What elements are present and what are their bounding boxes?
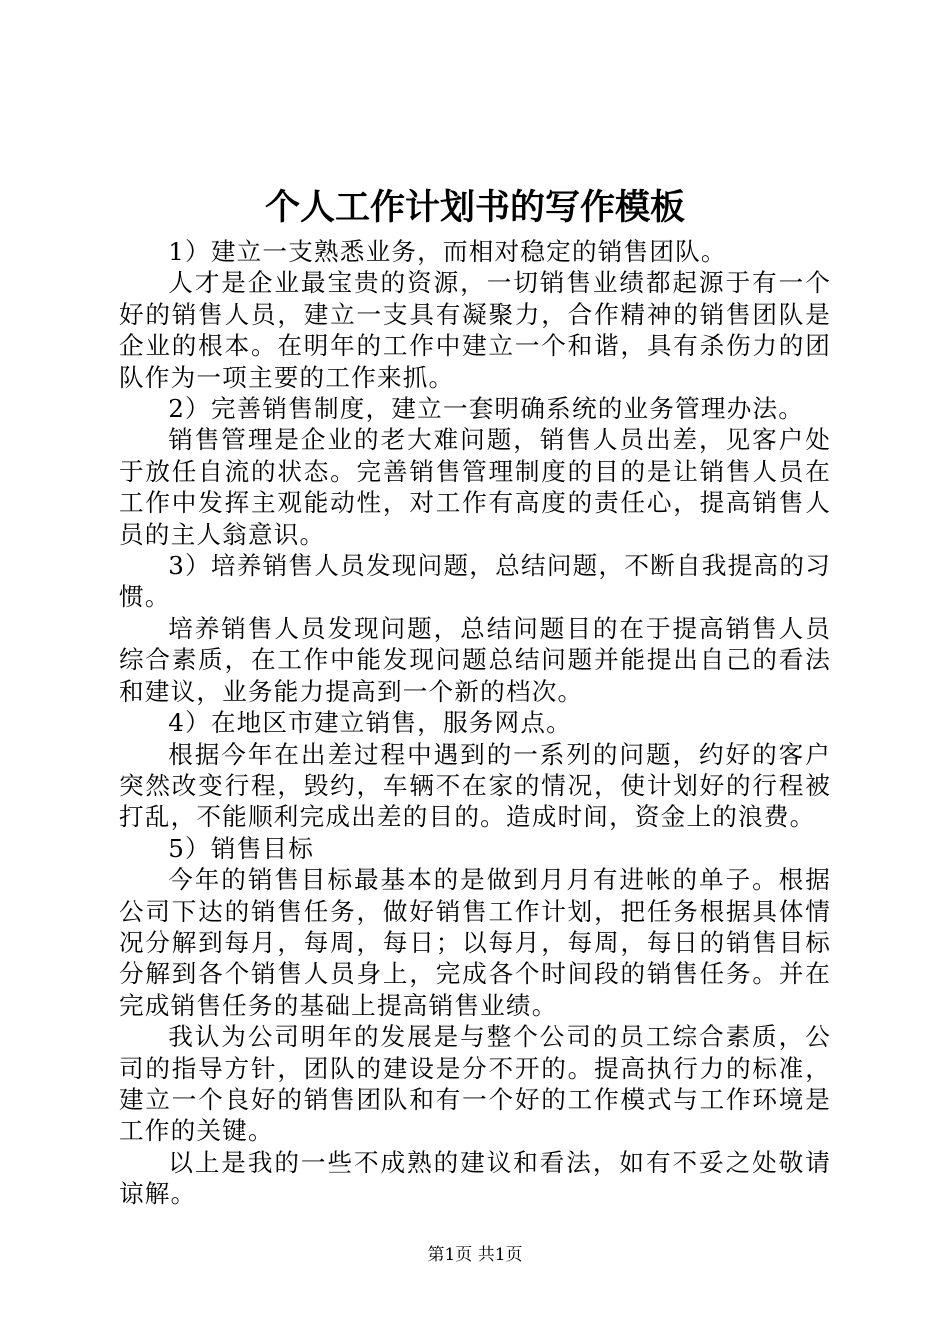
paragraph-section-2-body: 销售管理是企业的老大难问题，销售人员出差，见客户处于放任自流的状态。完善销售管理制度的目的是让销售人员在工作中发挥主观能动性，对工作有高度的责任心，提高销售人员的主人翁意识。 bbox=[119, 425, 831, 549]
document-title: 个人工作计划书的写作模板 bbox=[264, 187, 685, 228]
document-body bbox=[119, 236, 831, 1210]
paragraph-section-3-body: 培养销售人员发现问题，总结问题目的在于提高销售人员综合素质，在工作中能发现问题总结问题并能提出自己的看法和建议，业务能力提高到一个新的档次。 bbox=[119, 613, 831, 706]
paragraph-development-opinion: 我认为公司明年的发展是与整个公司的员工综合素质，公司的指导方针，团队的建设是分不开的。提高执行力的标准，建立一个良好的销售团队和有一个好的工作模式与工作环境是工作的关键。 bbox=[119, 1022, 831, 1146]
paragraph-section-4-heading: 4）在地区市建立销售，服务网点。 bbox=[168, 708, 572, 738]
paragraph-section-3-heading: 3）培养销售人员发现问题，总结问题，不断自我提高的习惯。 bbox=[119, 551, 831, 612]
paragraph-section-5-heading: 5）销售目标 bbox=[168, 833, 315, 863]
paragraph-section-5-body: 今年的销售目标最基本的是做到月月有进帐的单子。根据公司下达的销售任务，做好销售工作计划，把任务根据具体情况分解到每月，每周，每日；以每月，每周，每日的销售目标分解到各个销售人员身上，完成各个时间段的销售任务。并在完成销售任务的基础上提高销售业绩。 bbox=[119, 865, 831, 1020]
paragraph-section-1-body: 人才是企业最宝贵的资源，一切销售业绩都起源于有一个好的销售人员，建立一支具有凝聚力，合作精神的销售团队是企业的根本。在明年的工作中建立一个和谐，具有杀伤力的团队作为一项主要的工作来抓。 bbox=[119, 268, 831, 392]
paragraph-section-4-body: 根据今年在出差过程中遇到的一系列的问题，约好的客户突然改变行程，毁约，车辆不在家的情况，使计划好的行程被打乱，不能顺利完成出差的目的。造成时间，资金上的浪费。 bbox=[119, 739, 831, 832]
paragraph-section-1-heading: 1）建立一支熟悉业务，而相对稳定的销售团队。 bbox=[168, 237, 727, 266]
paragraph-closing: 以上是我的一些不成熟的建议和看法，如有不妥之处敬请谅解。 bbox=[119, 1147, 831, 1209]
page-number-footer: 第1页 共1页 bbox=[427, 1245, 523, 1265]
paragraph-section-2-heading: 2）完善销售制度，建立一套明确系统的业务管理办法。 bbox=[168, 394, 805, 424]
